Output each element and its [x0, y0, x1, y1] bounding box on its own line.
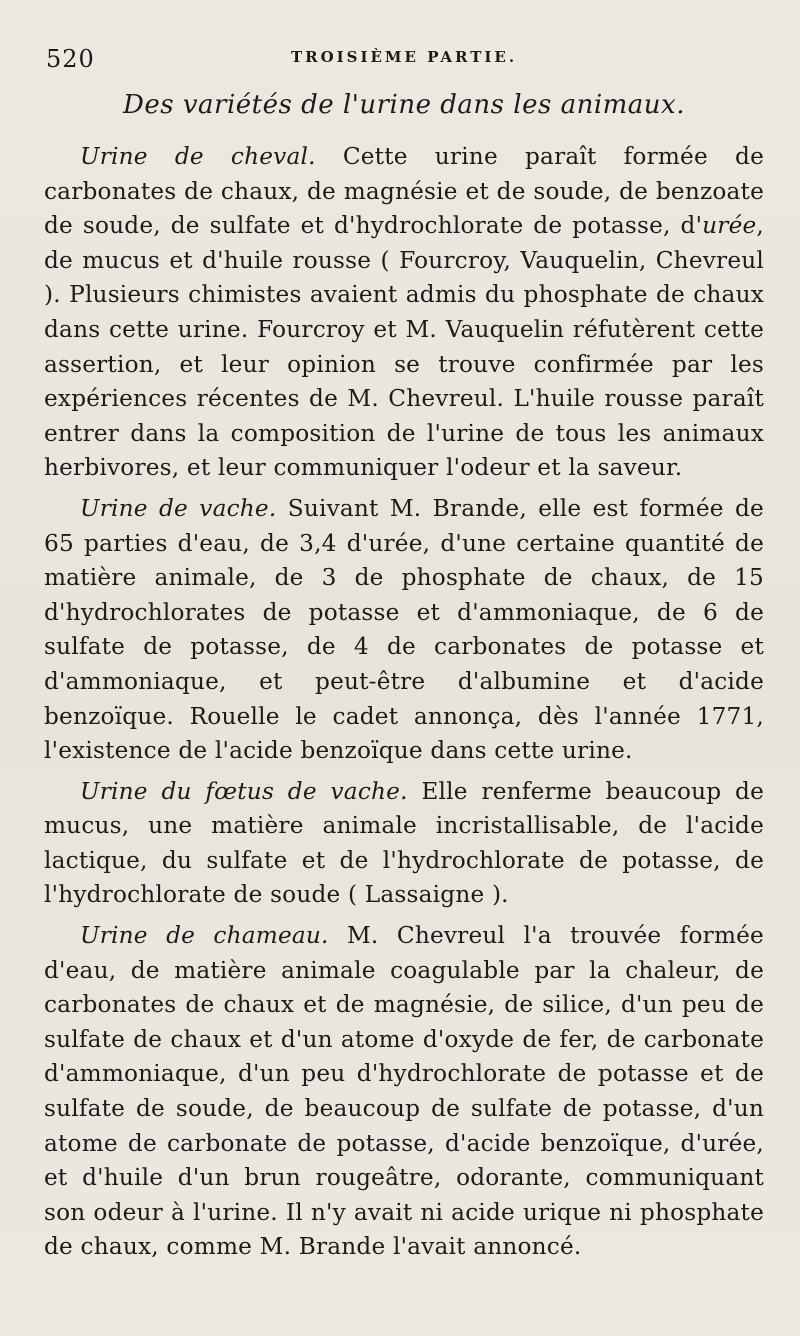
paragraph-urine-cheval — [44, 140, 764, 486]
running-title: TROISIÈME PARTIE. — [290, 48, 518, 66]
paragraph-lead: Urine du fœtus de vache. — [80, 777, 408, 805]
section-title: Des variétés de l'urine dans les animaux. — [123, 90, 685, 120]
paragraph-lead: Urine de cheval. — [80, 143, 316, 170]
paragraph-urine-vache — [44, 492, 764, 769]
paragraph-text: Cette urine paraît formée de carbonates de chaux, de magnésie et de soude, de benzoate de soude, de sulfate et d'hydrochlorate de potasse, d' — [44, 143, 764, 240]
paragraph-text: Elle renferme beaucoup de mucus, une matière animale incristallisable, de l'acide lactique, du sulfate et de l'hydrochlorate de potasse, de l'hydrochlorate de soude ( Lassaigne ). — [44, 777, 764, 909]
paragraph-lead: Urine de vache. — [80, 494, 277, 522]
paragraph-text: Suivant M. Brande, elle est formée de 65 parties d'eau, de 3,4 d'urée, d'une certaine quantité de matière animale, de 3 de phosphate de chaux, de 15 d'hydrochlorates de potasse et d'ammoniaque, de 6 de sulfate de potasse, de 4 de carbonates de potasse et d'ammoniaque, et peut-être d'albumine et d'acide benzoïque. Rouelle le cadet annonça, dès l'année 1771, l'existence de l'acide benzoïque dans cette urine. — [44, 494, 764, 765]
paragraph-text: M. Chevreul l'a trouvée formée d'eau, de matière animale coagulable par la chaleur, de carbonates de chaux et de magnésie, de silice, d'un peu de sulfate de chaux et d'un atome d'oxyde de fer, de carbonate d'ammoniaque, d'un peu d'hydrochlorate de potasse et de sulfate de soude, de beaucoup de sulfate de potasse, d'un atome de carbonate de potasse, d'acide benzoïque, d'urée, et d'huile d'un brun rougeâtre, odorante, communiquant son odeur à l'urine. Il n'y avait ni acide urique ni phosphate de chaux, comme M. Brande l'avait annoncé. — [44, 922, 764, 1261]
paragraph-lead: Urine de chameau. — [80, 922, 329, 950]
paragraph-urine-chameau — [44, 919, 764, 1265]
page-number: 520 — [46, 45, 95, 73]
paragraph-urine-foetus-vache — [44, 775, 764, 913]
paragraph-emphasis: urée — [702, 212, 757, 240]
running-head — [44, 40, 764, 80]
paragraph-text: , de mucus et d'huile rousse ( Fourcroy, Vauquelin, Chevreul ). Plusieurs chimistes avaient admis du phosphate de chaux dans cette urine. Fourcroy et M. Vauquelin réfutèrent cette assertion, et leur opinion se trouve confirmée par les expériences récentes de M. Chevreul. L'huile rousse paraît entrer dans la composition de l'urine de tous les animaux herbivores, et leur communiquer l'odeur et la saveur. — [44, 212, 764, 482]
